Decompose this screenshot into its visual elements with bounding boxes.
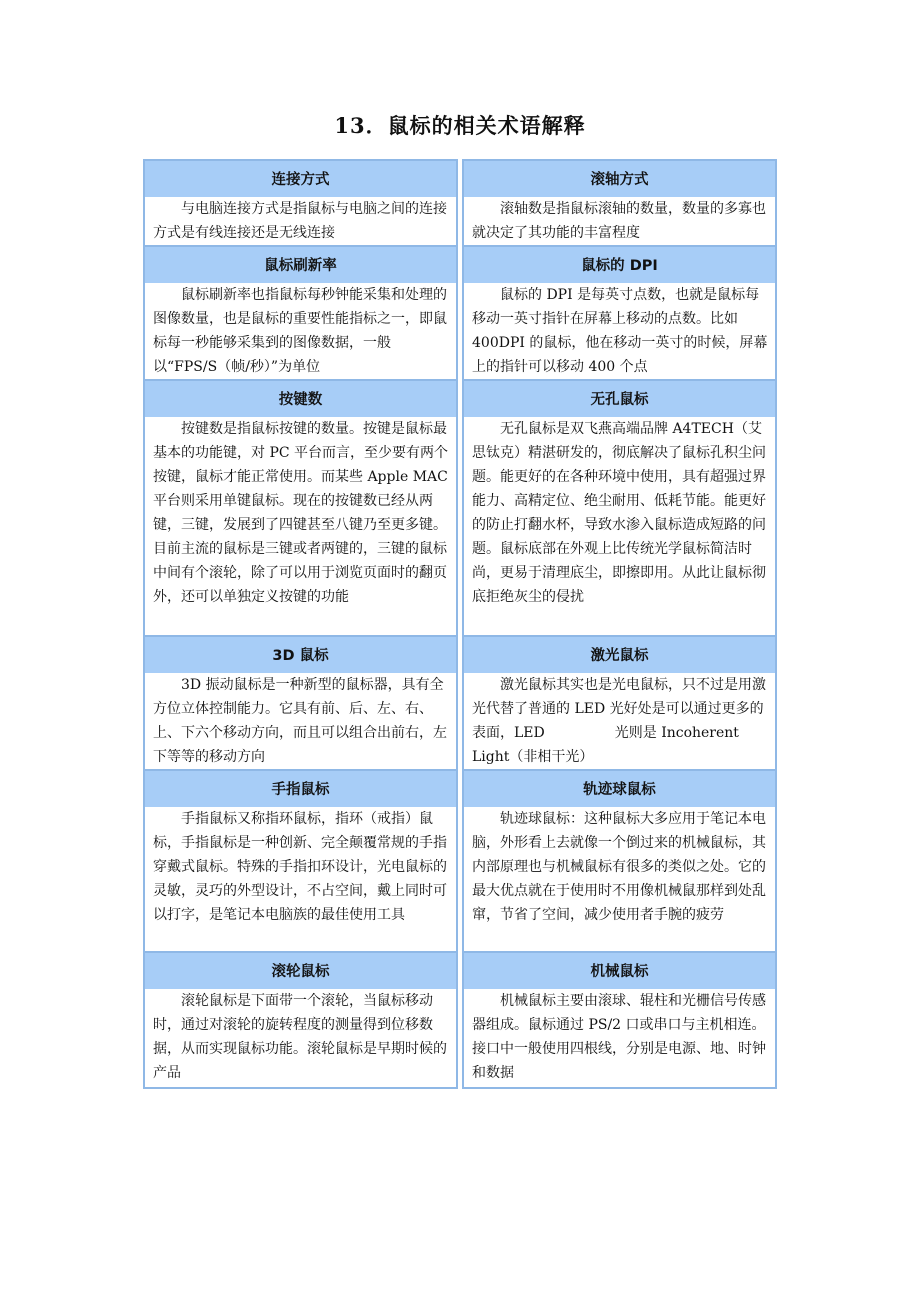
table-row (143, 635, 777, 673)
term-description (143, 283, 458, 379)
term-text: 鼠标的 DPI 是每英寸点数，也就是鼠标每移动一英寸指针在屏幕上移动的点数。比如 400DPI 的鼠标，他在移动一英寸的时候，屏幕上的指针可以移动 400 个点 (472, 287, 768, 375)
term-heading: 手指鼠标 (143, 769, 458, 807)
table-row (143, 951, 777, 989)
term-text: 3D 振动鼠标是一种新型的鼠标器，具有全方位立体控制能力。它具有前、后、左、右、上、下六个移动方向，而且可以组合出前右，左下等等的移动方向 (153, 677, 447, 765)
term-text: 手指鼠标又称指环鼠标，指环（戒指）鼠标，手指鼠标是一种创新、完全颠覆常规的手指穿戴式鼠标。特殊的手指扣环设计，光电鼠标的灵敏，灵巧的外型设计，不占空间，戴上同时可以打字，是笔记本电脑族的最佳使用工具 (153, 811, 447, 923)
term-heading: 按键数 (143, 379, 458, 417)
term-text: 按键数是指鼠标按键的数量。按键是鼠标最基本的功能键，对 PC 平台而言，至少要有两个按键，鼠标才能正常使用。而某些 Apple MAC 平台则采用单键鼠标。现在的按键数已经从两键，三键，发展到了四键甚至八键乃至更多键。目前主流的鼠标是三键或者两键的，三键的鼠标中间有个滚轮，除了可以用于浏览页面时的翻页外，还可以单独定义按键的功能 (153, 421, 449, 605)
term-heading: 激光鼠标 (462, 635, 777, 673)
term-heading: 滚轴方式 (462, 159, 777, 197)
term-heading: 机械鼠标 (462, 951, 777, 989)
table-row (143, 989, 777, 1087)
term-description (462, 673, 777, 769)
term-heading: 3D 鼠标 (143, 635, 458, 673)
term-description (462, 807, 777, 951)
term-heading: 鼠标刷新率 (143, 245, 458, 283)
term-text: 滚轴数是指鼠标滚轴的数量，数量的多寡也就决定了其功能的丰富程度 (472, 201, 766, 241)
term-text: 无孔鼠标是双飞燕高端品牌 A4TECH（艾思钛克）精湛研发的，彻底解决了鼠标孔积尘问题。能更好的在各种环境中使用，具有超强过界能力、高精定位、绝尘耐用、低耗节能。能更好的防止打翻水杯，导致水渗入鼠标造成短路的问题。鼠标底部在外观上比传统光学鼠标简洁时尚，更易于清理底尘，即擦即用。从此让鼠标彻底拒绝灰尘的侵扰 (472, 421, 766, 605)
terms-table (143, 159, 777, 1089)
term-description (143, 807, 458, 951)
divider (143, 1087, 458, 1089)
term-text: 激光鼠标其实也是光电鼠标，只不过是用激光代替了普通的 LED 光好处是可以通过更多的表面，LED 光则是 Incoherent Light（非相干光） (472, 677, 766, 765)
term-heading: 连接方式 (143, 159, 458, 197)
term-description (462, 283, 777, 379)
table-row (143, 769, 777, 807)
table-row (143, 197, 777, 245)
term-heading: 无孔鼠标 (462, 379, 777, 417)
term-text: 轨迹球鼠标：这种鼠标大多应用于笔记本电脑，外形看上去就像一个倒过来的机械鼠标，其内部原理也与机械鼠标有很多的类似之处。它的最大优点就在于使用时不用像机械鼠那样到处乱窜，节省了空间，减少使用者手腕的疲劳 (472, 811, 766, 923)
term-text: 鼠标刷新率也指鼠标每秒钟能采集和处理的图像数量，也是鼠标的重要性能指标之一，即鼠标每一秒能够采集到的图像数据，一般以“FPS/S（帧/秒）”为单位 (153, 287, 447, 375)
table-row (143, 245, 777, 283)
table-row (143, 159, 777, 197)
term-description (462, 989, 777, 1087)
term-description (143, 417, 458, 635)
term-description (143, 673, 458, 769)
term-description (143, 989, 458, 1087)
table-row (143, 417, 777, 635)
page-title: 13．鼠标的相关术语解释 (334, 113, 586, 138)
table-row (143, 807, 777, 951)
table-row (143, 379, 777, 417)
table-row (143, 673, 777, 769)
term-description (462, 197, 777, 245)
term-heading: 鼠标的 DPI (462, 245, 777, 283)
divider (462, 1087, 777, 1089)
term-heading: 轨迹球鼠标 (462, 769, 777, 807)
term-description (143, 197, 458, 245)
term-text: 机械鼠标主要由滚球、辊柱和光栅信号传感器组成。鼠标通过 PS/2 口或串口与主机相连。接口中一般使用四根线，分别是电源、地、时钟和数据 (472, 993, 766, 1081)
term-heading: 滚轮鼠标 (143, 951, 458, 989)
term-text: 滚轮鼠标是下面带一个滚轮，当鼠标移动时，通过对滚轮的旋转程度的测量得到位移数据，从而实现鼠标功能。滚轮鼠标是早期时候的产品 (153, 993, 447, 1081)
term-description (462, 417, 777, 635)
term-text: 与电脑连接方式是指鼠标与电脑之间的连接方式是有线连接还是无线连接 (153, 201, 447, 241)
table-row (143, 283, 777, 379)
table-bottom-border (143, 1087, 777, 1089)
